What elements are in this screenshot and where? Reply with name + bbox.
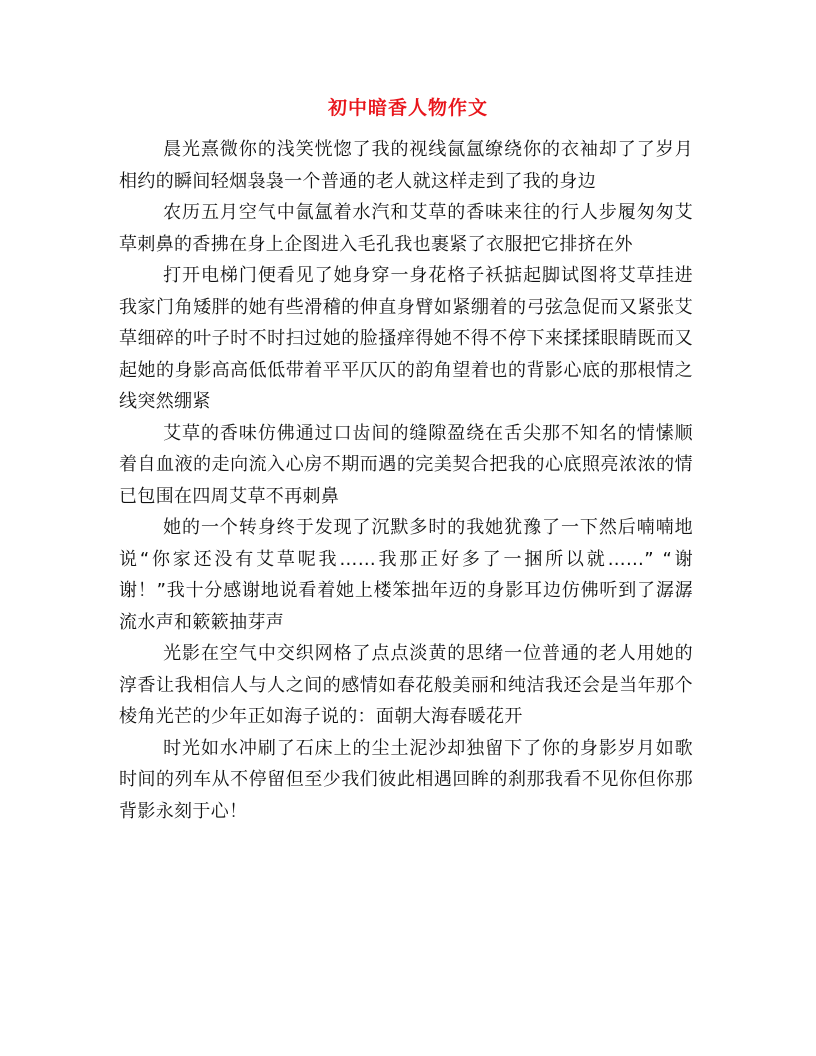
paragraph-7: 时光如水冲刷了石床上的尘土泥沙却独留下了你的身影岁月如歌时间的列车从不停留但至少我们彼此相遇回眸的刹那我看不见你但你那背影永刻于心！ <box>119 737 693 822</box>
paragraph-5: 她的一个转身终于发现了沉默多时的我她犹豫了一下然后喃喃地说“你家还没有艾草呢我……我那正好多了一捆所以就……” “谢谢！”我十分感谢地说看着她上楼笨拙年迈的身影耳边仿佛听到了潺潺流水声和簌簌抽芽声 <box>119 517 693 633</box>
paragraph-6: 光影在空气中交织网格了点点淡黄的思绪一位普通的老人用她的淳香让我相信人与人之间的感情如春花般美丽和纯洁我还会是当年那个棱角光芒的少年正如海子说的：面朝大海春暖花开 <box>119 643 693 727</box>
paragraph-1: 晨光熹微你的浅笑恍惚了我的视线氤氲缭绕你的衣袖却了了岁月相约的瞬间轻烟袅袅一个普通的老人就这样走到了我的身边 <box>119 139 693 192</box>
paragraph-3: 打开电梯门便看见了她身穿一身花格子袄掂起脚试图将艾草挂进我家门角矮胖的她有些滑稽的伸直身臂如紧绷着的弓弦急促而又紧张艾草细碎的叶子时不时扫过她的脸搔痒得她不得不停下来揉揉眼睛既而又起她的身影高高低低带着平平仄仄的韵角望着也的背影心底的那根情之线突然绷紧 <box>119 265 693 412</box>
paragraph-2: 农历五月空气中氤氲着水汽和艾草的香味来往的行人步履匆匆艾草刺鼻的香拂在身上企图进入毛孔我也裹紧了衣服把它排挤在外 <box>119 202 693 255</box>
document-title: 初中暗香人物作文 <box>327 97 488 119</box>
paragraph-4: 艾草的香味仿佛通过口齿间的缝隙盈绕在舌尖那不知名的情愫顺着自血液的走向流入心房不期而遇的完美契合把我的心底照亮浓浓的情已包围在四周艾草不再刺鼻 <box>119 422 693 507</box>
document-body <box>119 134 693 827</box>
